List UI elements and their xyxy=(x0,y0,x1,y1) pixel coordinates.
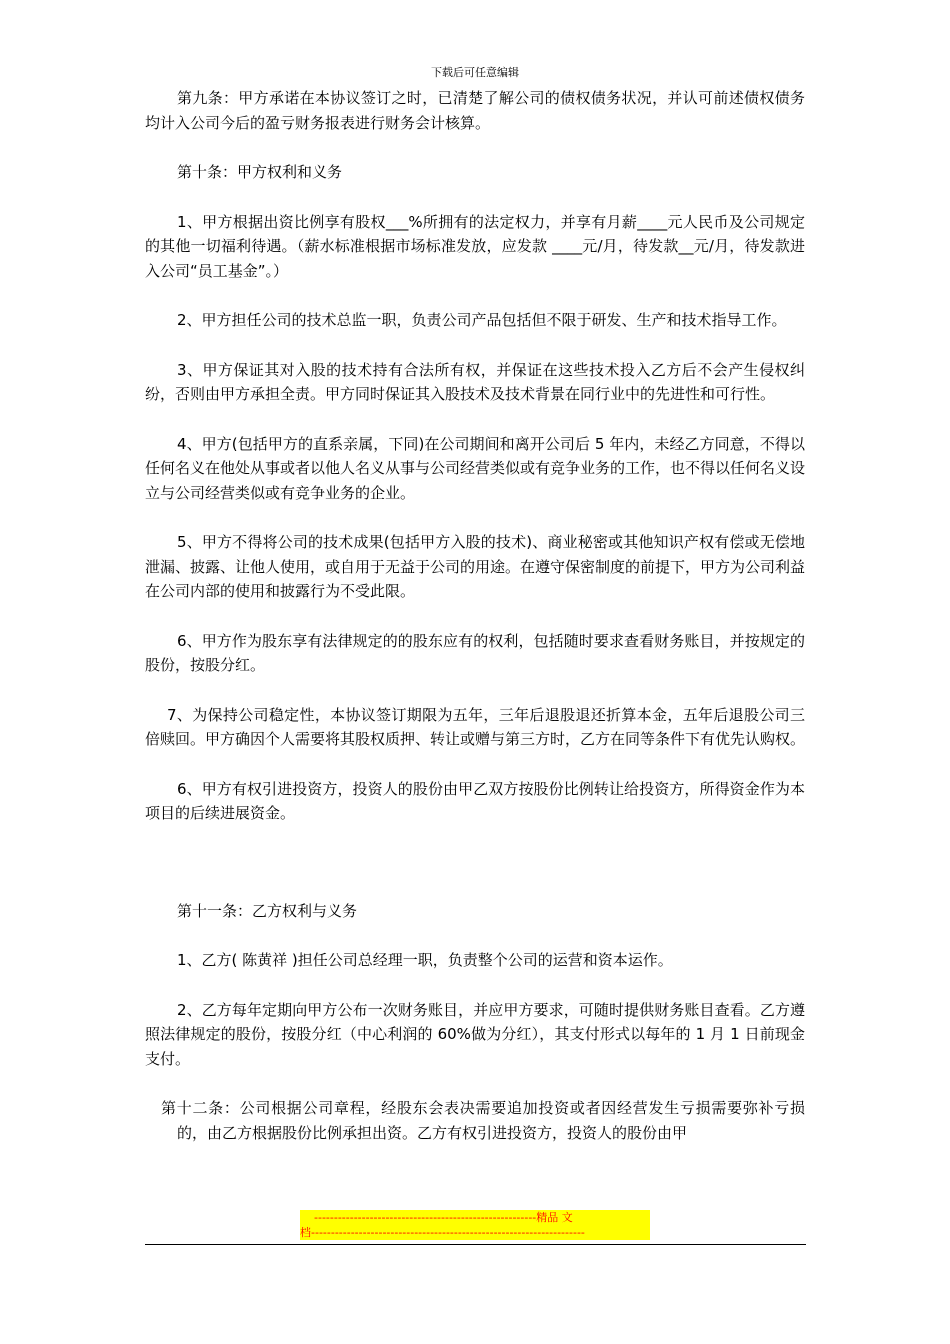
spacer xyxy=(145,505,805,530)
spacer xyxy=(145,135,805,160)
spacer xyxy=(145,333,805,358)
article-12: 第十二条：公司根据公司章程，经股东会表决需要追加投资或者因经营发生亏损需要弥补亏损的，由乙方根据股份比例承担出资。乙方有权引进投资方，投资人的股份由甲 xyxy=(161,1099,805,1142)
footer-banner-line-1: --------------------------------------------------------精品 文 xyxy=(314,1211,573,1224)
footer-banner-line-2: 档--------------------------------------------------------------------- xyxy=(300,1226,585,1239)
footer-banner xyxy=(300,1210,650,1240)
article-10-item-4: 4、甲方(包括甲方的直系亲属，下同)在公司期间和离开公司后 5 年内，未经乙方同意，不得以任何名义在他处从事或者以他人名义从事与公司经营类似或有竞争业务的工作，也不得以任何名义设立与公司经营类似或有竞争业务的企业。 xyxy=(145,434,806,502)
article-10-item-7: 7、为保持公司稳定性，本协议签订期限为五年，三年后退股退还折算本金，五年后退股公司三倍赎回。甲方确因个人需要将其股权质押、转让或赠与第三方时，乙方在同等条件下有优先认购权。 xyxy=(145,705,806,748)
spacer xyxy=(145,185,805,210)
spacer xyxy=(145,1071,805,1096)
spacer xyxy=(145,752,805,777)
spacer xyxy=(145,407,805,432)
page-header-note: 下载后可任意编辑 xyxy=(431,66,519,79)
article-10-item-8: 6、甲方有权引进投资方，投资人的股份由甲乙双方按股份比例转让给投资方，所得资金作为本项目的后续进展资金。 xyxy=(145,779,805,822)
article-10-title: 第十条：甲方权利和义务 xyxy=(177,163,343,181)
article-10-item-3: 3、甲方保证其对入股的技术持有合法所有权，并保证在这些技术投入乙方后不会产生侵权纠纷，否则由甲方承担全责。甲方同时保证其入股技术及技术背景在同行业中的先进性和可行性。 xyxy=(145,360,805,403)
article-11-title: 第十一条：乙方权利与义务 xyxy=(177,901,358,920)
spacer xyxy=(145,283,805,308)
document-body xyxy=(145,86,805,1145)
spacer xyxy=(145,826,805,899)
spacer xyxy=(145,604,805,629)
article-11-item-1: 1、乙方( 陈黄祥 )担任公司总经理一职，负责整个公司的运营和资本运作。 xyxy=(177,951,673,969)
footer-divider xyxy=(145,1244,806,1245)
article-10-item-6: 6、甲方作为股东享有法律规定的的股东应有的权利，包括随时要求查看财务账目，并按规定的股份，按股分红。 xyxy=(145,631,805,674)
spacer xyxy=(145,923,805,948)
spacer xyxy=(145,973,805,998)
article-10-item-2: 2、甲方担任公司的技术总监一职，负责公司产品包括但不限于研发、生产和技术指导工作。 xyxy=(177,311,787,329)
article-11-item-2: 2、乙方每年定期向甲方公布一次财务账目，并应甲方要求，可随时提供财务账目查看。乙方遵照法律规定的股份，按股分红（中心利润的 60%做为分红），其支付形式以每年的 1 月 1 日前现金支付。 xyxy=(145,1000,805,1068)
article-9: 第九条：甲方承诺在本协议签订之时，已清楚了解公司的债权债务状况，并认可前述债权债务均计入公司今后的盈亏财务报表进行财务会计核算。 xyxy=(145,89,805,132)
spacer xyxy=(145,678,805,703)
article-10-item-1: 1、甲方根据出资比例享有股权___%所拥有的法定权力，并享有月薪____元人民币及公司规定的其他一切福利待遇。（薪水标准根据市场标准发放，应发款 ____元/月，待发款__元/月，待发款进入公司“员工基金”。） xyxy=(145,212,805,280)
article-10-item-5: 5、甲方不得将公司的技术成果(包括甲方入股的技术)、商业秘密或其他知识产权有偿或无偿地泄漏、披露、让他人使用，或自用于无益于公司的用途。在遵守保密制度的前提下，甲方为公司利益在公司内部的使用和披露行为不受此限。 xyxy=(145,533,806,600)
